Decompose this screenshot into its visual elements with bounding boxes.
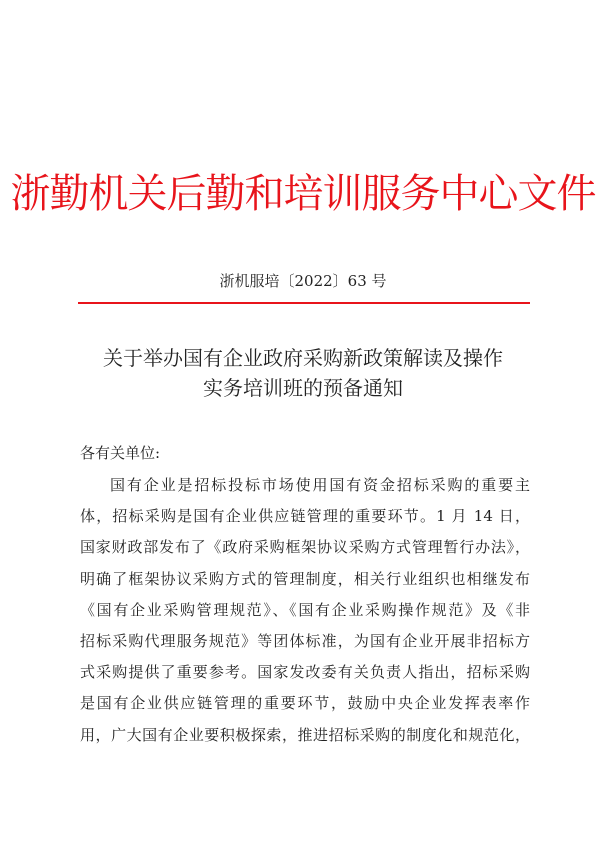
document-number: 浙机服培〔2022〕63 号 [219, 272, 387, 290]
body-line: 式采购提供了重要参考。国家发改委有关负责人指出，招标采购 [80, 663, 530, 682]
body-line: 国有企业是招标投标市场使用国有资金招标采购的重要主 [110, 476, 530, 494]
notice-title-line: 关于举办国有企业政府采购新政策解读及操作 [103, 346, 503, 370]
body-line: 用，广大国有企业要积极探索，推进招标采购的制度化和规范化， [80, 725, 530, 744]
issuer-header-title: 浙勤机关后勤和培训服务中心文件 [10, 171, 596, 217]
notice-title-line: 实务培训班的预备通知 [203, 376, 403, 400]
body-line: 招标采购代理服务规范》等团体标准，为国有企业开展非招标方 [80, 631, 530, 650]
salutation: 各有关单位: [80, 444, 161, 462]
body-line: 体，招标采购是国有企业供应链管理的重要环节。1 月 14 日， [80, 507, 530, 526]
body-line: 是国有企业供应链管理的重要环节，鼓励中央企业发挥表率作 [80, 694, 530, 713]
body-line: 国家财政部发布了《政府采购框架协议采购方式管理暂行办法》， [80, 538, 530, 557]
body-line: 《国有企业采购管理规范》、《国有企业采购操作规范》及《非 [80, 600, 530, 619]
body-text [80, 474, 530, 755]
body-line: 明确了框架协议采购方式的管理制度，相关行业组织也相继发布 [80, 569, 530, 588]
red-divider-line [78, 302, 530, 304]
notice-title [70, 343, 536, 403]
